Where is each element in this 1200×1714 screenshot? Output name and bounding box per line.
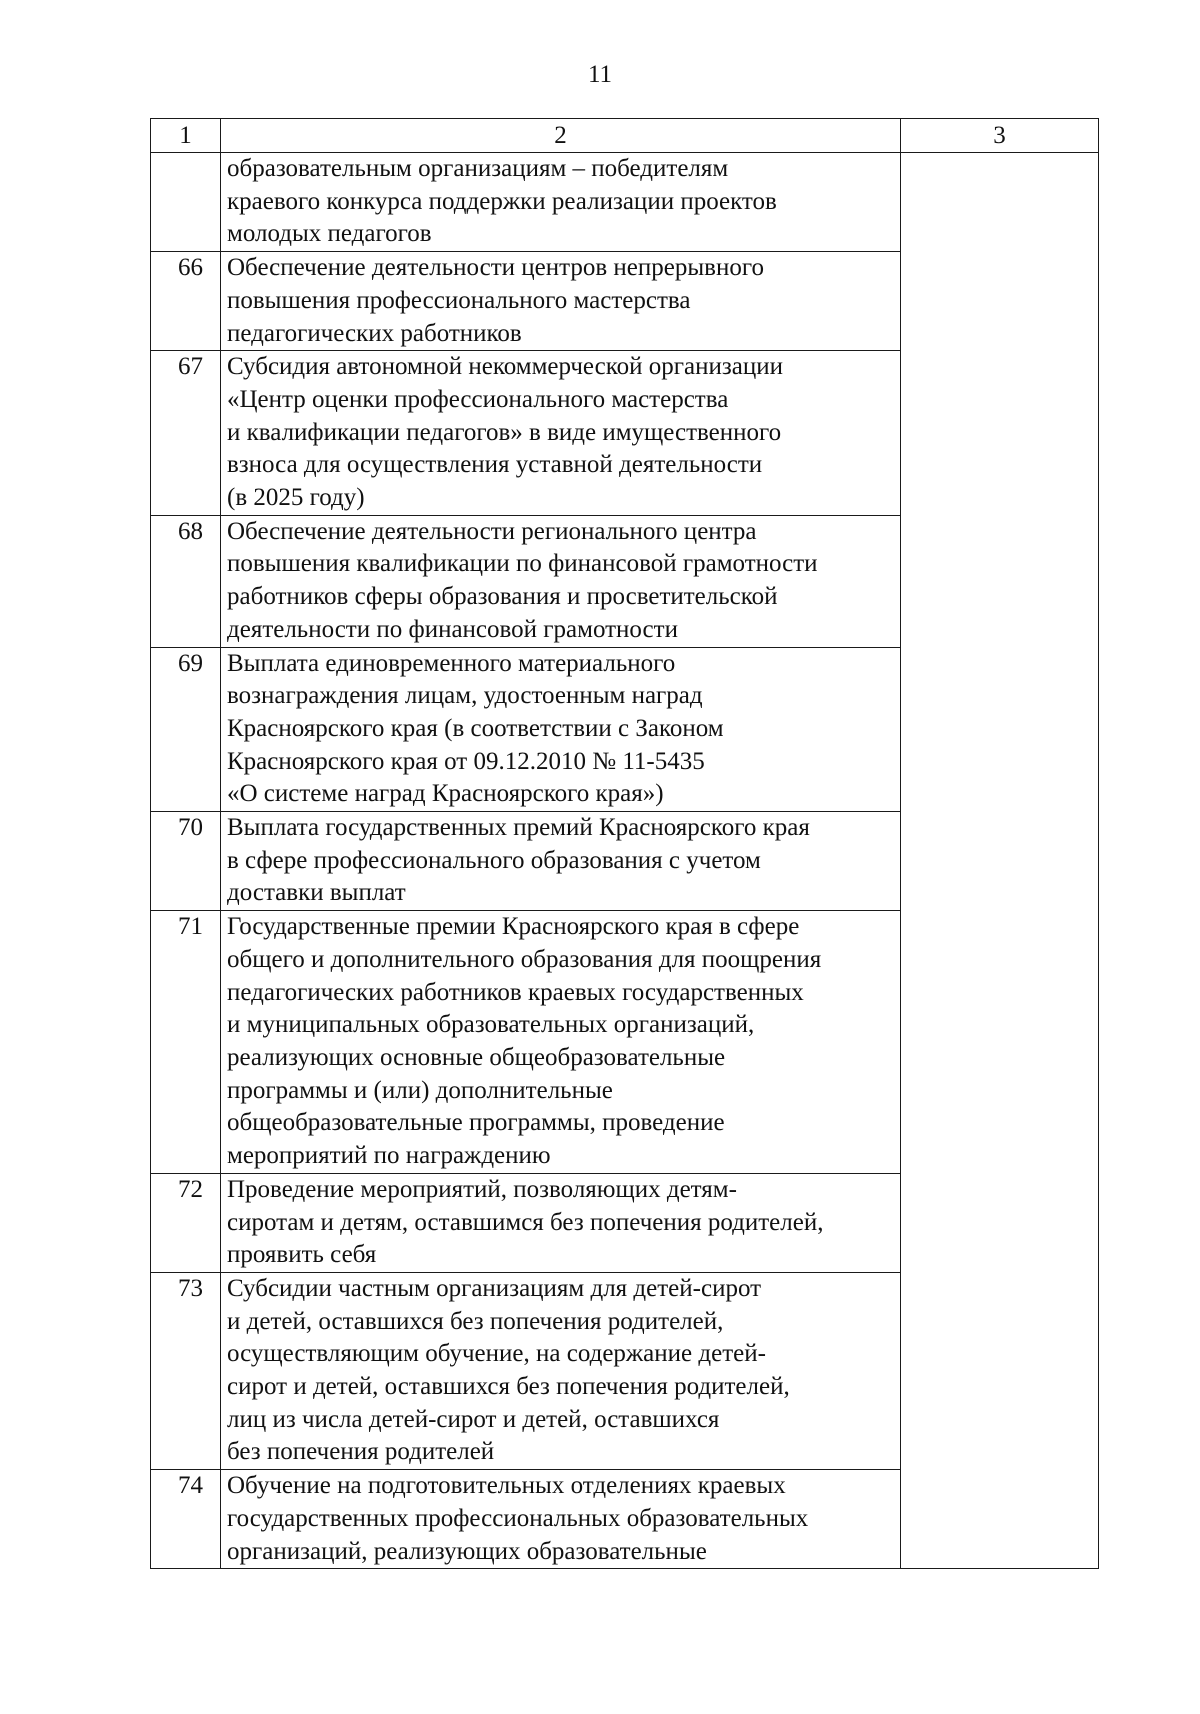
- description-line: организаций, реализующих образовательные: [227, 1537, 707, 1565]
- row-number: 69: [178, 649, 203, 677]
- description-line: педагогических работников краевых государственных: [227, 978, 804, 1006]
- row-number: 73: [178, 1274, 203, 1302]
- row-number-cell: [151, 351, 221, 516]
- description-line: Субсидия автономной некоммерческой организации: [227, 353, 783, 381]
- description-line: (в 2025 году): [227, 484, 365, 512]
- description-line: Обеспечение деятельности центров непрерывного: [227, 254, 764, 282]
- row-description-cell: [221, 1470, 901, 1569]
- description-line: повышения квалификации по финансовой грамотности: [227, 550, 818, 578]
- row-number-cell: [151, 252, 221, 351]
- description-line: Выплата единовременного материального: [227, 649, 676, 677]
- description-line: сиротам и детям, оставшимся без попечения родителей,: [227, 1208, 824, 1236]
- description-line: краевого конкурса поддержки реализации проектов: [227, 187, 777, 215]
- row-number: 67: [178, 353, 203, 381]
- description-line: лиц из числа детей-сирот и детей, оставшихся: [227, 1405, 720, 1433]
- column-3-empty-cell: [901, 153, 1099, 1569]
- page-number: 11: [587, 61, 613, 88]
- row-number-cell: [151, 1272, 221, 1469]
- description-line: «Центр оценки профессионального мастерства: [227, 385, 729, 413]
- row-number: 70: [178, 814, 203, 842]
- budget-items-table: [150, 118, 1099, 1569]
- row-description-cell: [221, 515, 901, 647]
- row-number-cell: [151, 1470, 221, 1569]
- description-line: Красноярского края (в соответствии с Законом: [227, 714, 724, 742]
- description-line: без попечения родителей: [227, 1438, 495, 1466]
- description-line: общего и дополнительного образования для поощрения: [227, 945, 822, 973]
- description-line: доставки выплат: [227, 879, 406, 907]
- table-header-row: [151, 119, 1099, 153]
- row-description-cell: [221, 911, 901, 1174]
- row-number-cell: [151, 153, 221, 252]
- row-number: 66: [178, 254, 203, 282]
- description-line: осуществляющим обучение, на содержание детей-: [227, 1340, 766, 1368]
- column-header-2: 2: [221, 119, 901, 153]
- row-number-cell: [151, 812, 221, 911]
- column-header-1: 1: [151, 119, 221, 153]
- row-number-cell: [151, 1173, 221, 1272]
- row-number-cell: [151, 911, 221, 1174]
- table-row: [151, 153, 1099, 252]
- row-description-cell: [221, 153, 901, 252]
- description-line: Субсидии частным организациям для детей-сирот: [227, 1274, 762, 1302]
- description-line: молодых педагогов: [227, 220, 432, 248]
- row-number-cell: [151, 515, 221, 647]
- description-line: сирот и детей, оставшихся без попечения родителей,: [227, 1373, 790, 1401]
- row-description-cell: [221, 647, 901, 812]
- description-line: работников сферы образования и просветительской: [227, 583, 778, 611]
- column-header-3: 3: [901, 119, 1099, 153]
- description-line: Государственные премии Красноярского края в сфере: [227, 913, 800, 941]
- description-line: вознаграждения лицам, удостоенным наград: [227, 682, 703, 710]
- description-line: реализующих основные общеобразовательные: [227, 1043, 726, 1071]
- description-line: Красноярского края от 09.12.2010 № 11-5435: [227, 747, 705, 775]
- description-line: Обеспечение деятельности регионального центра: [227, 517, 757, 545]
- row-number: 72: [178, 1175, 203, 1203]
- description-line: образовательным организациям – победителям: [227, 155, 729, 182]
- description-line: и муниципальных образовательных организаций,: [227, 1011, 755, 1039]
- row-description-cell: [221, 812, 901, 911]
- row-number: 68: [178, 517, 203, 545]
- description-line: повышения профессионального мастерства: [227, 286, 691, 314]
- row-description-cell: [221, 1173, 901, 1272]
- description-line: и квалификации педагогов» в виде имущественного: [227, 418, 782, 446]
- description-line: Выплата государственных премий Красноярского края: [227, 814, 810, 842]
- description-line: педагогических работников: [227, 319, 522, 347]
- description-line: деятельности по финансовой грамотности: [227, 615, 678, 643]
- description-line: «О системе наград Красноярского края»): [227, 780, 664, 808]
- description-line: Обучение на подготовительных отделениях краевых: [227, 1472, 786, 1500]
- description-line: государственных профессиональных образовательных: [227, 1504, 809, 1532]
- description-line: мероприятий по награждению: [227, 1142, 551, 1170]
- description-line: взноса для осуществления уставной деятельности: [227, 451, 763, 479]
- description-line: проявить себя: [227, 1241, 377, 1269]
- table-body: [151, 119, 1099, 1569]
- row-number: 71: [178, 913, 203, 941]
- row-number: 74: [178, 1472, 203, 1500]
- row-number-cell: [151, 647, 221, 812]
- row-description-cell: [221, 351, 901, 516]
- description-line: общеобразовательные программы, проведение: [227, 1109, 725, 1137]
- description-line: в сфере профессионального образования с учетом: [227, 846, 761, 874]
- description-line: Проведение мероприятий, позволяющих детям-: [227, 1175, 737, 1203]
- description-line: программы и (или) дополнительные: [227, 1076, 613, 1104]
- row-description-cell: [221, 252, 901, 351]
- description-line: и детей, оставшихся без попечения родителей,: [227, 1307, 724, 1335]
- row-description-cell: [221, 1272, 901, 1469]
